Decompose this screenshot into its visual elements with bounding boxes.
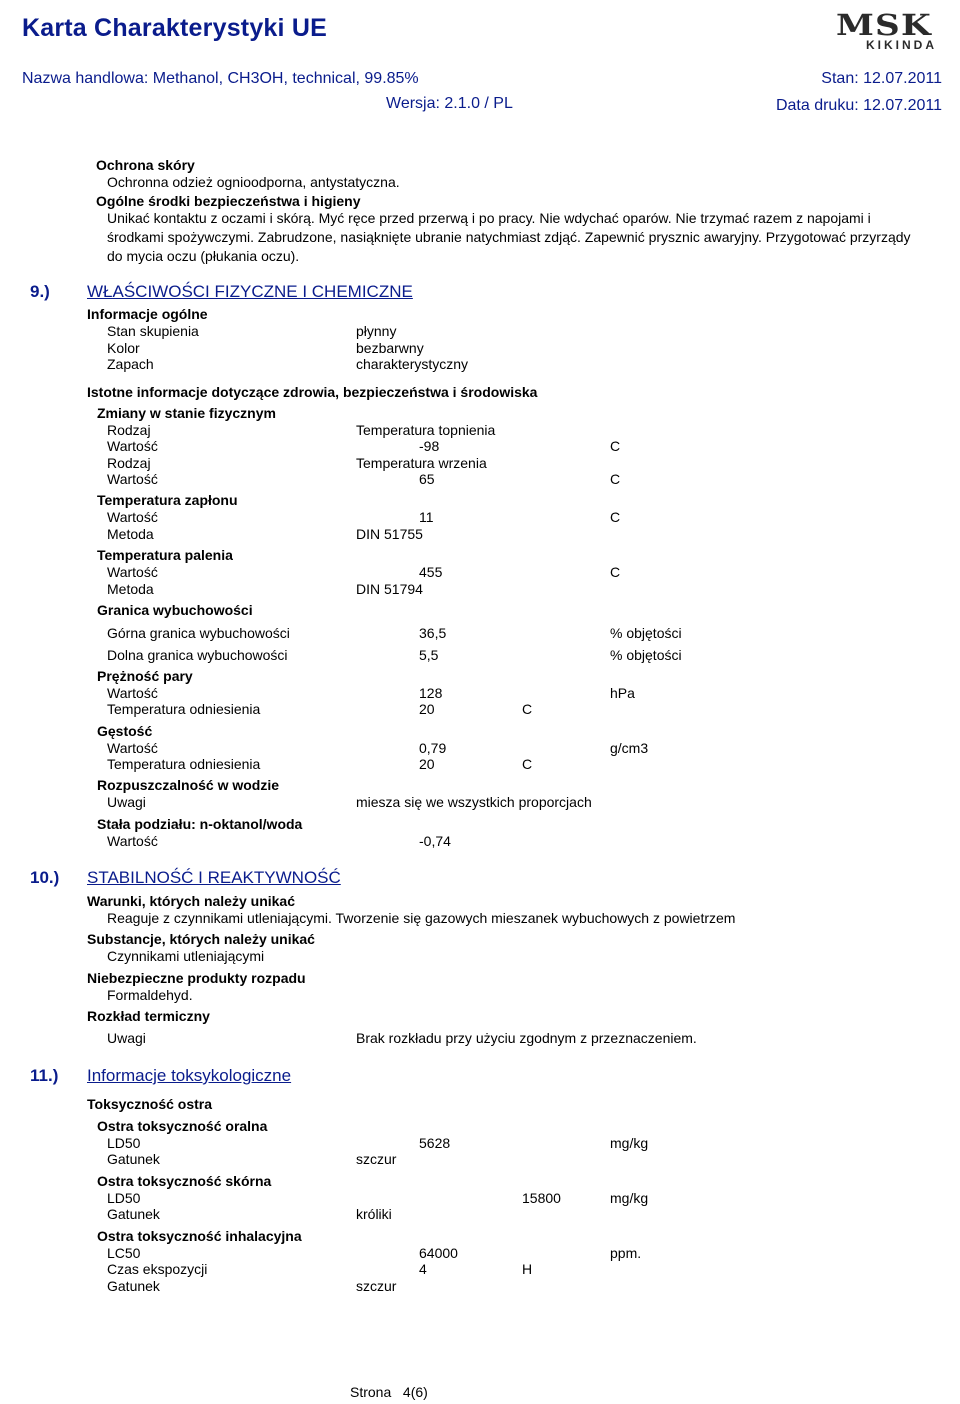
inhalation-toxicity-heading: Ostra toksyczność inhalacyjna xyxy=(97,1228,302,1244)
unit-celsius: C xyxy=(610,509,621,525)
conditions-to-avoid-text: Reaguje z czynnikami utleniającymi. Tworzenie się gazowych mieszanek wybuchowych z powietrzem xyxy=(107,910,736,926)
upper-limit-label: Górna granica wybuchowości xyxy=(107,625,290,641)
species-label: Gatunek xyxy=(107,1151,160,1167)
company-logo xyxy=(836,8,952,54)
skin-text: Ochronna odzież ognioodporna, antystatyczna. xyxy=(107,174,400,190)
thermal-decomposition-heading: Rozkład termiczny xyxy=(87,1008,210,1024)
section-9-number: 9.) xyxy=(30,282,50,301)
flash-point-method: DIN 51755 xyxy=(356,526,423,542)
logo-wordmark: MSK xyxy=(836,8,932,42)
exposure-time-value: 4 xyxy=(419,1261,427,1277)
inhalation-lc50-value: 64000 xyxy=(419,1245,458,1261)
substances-to-avoid-text: Czynnikami utleniającymi xyxy=(107,948,265,964)
decomposition-text: Formaldehyd. xyxy=(107,987,193,1003)
decomposition-heading: Niebezpieczne produkty rozpadu xyxy=(87,970,306,986)
trade-name: Nazwa handlowa: Methanol, CH3OH, technical, 99.85% xyxy=(22,70,419,87)
unit-mg-kg: mg/kg xyxy=(610,1190,649,1206)
species-rat: szczur xyxy=(356,1278,397,1294)
explosion-limit-heading: Granica wybuchowości xyxy=(97,602,253,618)
logo-subtitle: KIKINDA xyxy=(866,38,937,52)
dermal-toxicity-heading: Ostra toksyczność skórna xyxy=(97,1173,272,1189)
remarks-label: Uwagi xyxy=(107,794,146,810)
unit-volume-percent: % objętości xyxy=(610,647,682,663)
thermal-decomposition-text: Brak rozkładu przy użyciu zgodnym z przeznaczeniem. xyxy=(356,1030,697,1046)
page-label: Strona xyxy=(350,1384,392,1400)
method-label: Metoda xyxy=(107,526,154,542)
reference-temp-value: 20 xyxy=(419,701,435,717)
acute-toxicity-heading: Toksyczność ostra xyxy=(87,1096,213,1112)
page-number: 4(6) xyxy=(402,1384,428,1400)
value-label: Wartość xyxy=(107,509,158,525)
print-date: Data druku: 12.07.2011 xyxy=(775,97,942,114)
ld50-label: LD50 xyxy=(107,1135,141,1151)
value-label: Wartość xyxy=(107,564,158,580)
hygiene-line-3: do mycia oczu (płukania oczu). xyxy=(107,248,300,264)
unit-celsius: C xyxy=(610,564,621,580)
skin-heading: Ochrona skóry xyxy=(96,157,195,173)
state-value: płynny xyxy=(356,323,397,339)
value-label: Wartość xyxy=(107,438,158,454)
species-rabbits: króliki xyxy=(356,1206,392,1222)
reference-temp-label: Temperatura odniesienia xyxy=(107,701,261,717)
lc50-label: LC50 xyxy=(107,1245,141,1261)
ignition-heading: Temperatura palenia xyxy=(97,547,233,563)
lower-limit-label: Dolna granica wybuchowości xyxy=(107,647,288,663)
flash-point-heading: Temperatura zapłonu xyxy=(97,492,238,508)
unit-ppm: ppm. xyxy=(610,1245,642,1261)
hygiene-line-1: Unikać kontaktu z oczami i skórą. Myć ręce przed przerwą i po pracy. Nie wdychać oparów. Nie trzymać razem z napojami i xyxy=(107,210,871,226)
solubility-value: miesza się we wszystkich proporcjach xyxy=(356,794,592,810)
melting-value: -98 xyxy=(419,438,440,454)
species-label: Gatunek xyxy=(107,1278,160,1294)
hygiene-line-2: środkami spożywczymi. Zabrudzone, nasiąknięte ubranie natychmiast zdjąć. Zapewnić prysznic awaryjny. Przygotować przyrządy xyxy=(107,229,911,245)
unit-celsius: C xyxy=(610,471,621,487)
partition-coefficient-heading: Stała podziału: n-oktanol/woda xyxy=(97,816,303,832)
value-label: Wartość xyxy=(107,471,158,487)
oral-toxicity-heading: Ostra toksyczność oralna xyxy=(97,1118,268,1134)
boiling-label: Temperatura wrzenia xyxy=(356,455,487,471)
document-header xyxy=(0,0,960,122)
boiling-value: 65 xyxy=(419,471,435,487)
important-info-heading: Istotne informacje dotyczące zdrowia, bezpieczeństwa i środowiska xyxy=(87,384,538,400)
section-9-title: WŁAŚCIWOŚCI FIZYCZNE I CHEMICZNE xyxy=(87,282,413,301)
vapor-pressure-value: 128 xyxy=(419,685,443,701)
value-label: Wartość xyxy=(107,740,158,756)
unit-celsius: C xyxy=(522,701,533,717)
density-unit: g/cm3 xyxy=(610,740,649,756)
odor-label: Zapach xyxy=(107,356,154,372)
section-10-number: 10.) xyxy=(30,868,60,887)
lower-limit-value: 5,5 xyxy=(419,647,439,663)
density-value: 0,79 xyxy=(419,740,447,756)
value-label: Wartość xyxy=(107,833,158,849)
kind-label: Rodzaj xyxy=(107,455,151,471)
flash-point-value: 11 xyxy=(419,509,434,525)
unit-volume-percent: % objętości xyxy=(610,625,682,641)
species-label: Gatunek xyxy=(107,1206,160,1222)
general-info-heading: Informacje ogólne xyxy=(87,306,208,322)
section-11-number: 11.) xyxy=(30,1066,59,1085)
odor-value: charakterystyczny xyxy=(356,356,469,372)
kind-label: Rodzaj xyxy=(107,422,151,438)
dermal-ld50-value: 15800 xyxy=(522,1190,561,1206)
method-label: Metoda xyxy=(107,581,154,597)
partition-coefficient-value: -0,74 xyxy=(419,833,451,849)
substances-to-avoid-heading: Substancje, których należy unikać xyxy=(87,931,315,947)
value-label: Wartość xyxy=(107,685,158,701)
species-rat: szczur xyxy=(356,1151,397,1167)
reference-temp-label: Temperatura odniesienia xyxy=(107,756,261,772)
reference-temp-value: 20 xyxy=(419,756,435,772)
color-label: Kolor xyxy=(107,340,140,356)
exposure-time-label: Czas ekspozycji xyxy=(107,1261,208,1277)
upper-limit-value: 36,5 xyxy=(419,625,447,641)
solubility-heading: Rozpuszczalność w wodzie xyxy=(97,777,280,793)
melting-label: Temperatura topnienia xyxy=(356,422,496,438)
ignition-value: 455 xyxy=(419,564,443,580)
state-label: Stan skupienia xyxy=(107,323,199,339)
oral-ld50-value: 5628 xyxy=(419,1135,451,1151)
section-10-title: STABILNOŚĆ I REAKTYWNOŚĆ xyxy=(87,868,341,887)
vapor-pressure-heading: Prężność pary xyxy=(97,668,193,684)
status-date: Stan: 12.07.2011 xyxy=(821,70,942,87)
density-heading: Gęstość xyxy=(97,723,153,739)
ld50-label: LD50 xyxy=(107,1190,141,1206)
phase-change-heading: Zmiany w stanie fizycznym xyxy=(97,405,276,421)
version: Wersja: 2.1.0 / PL xyxy=(386,95,513,112)
vapor-pressure-unit: hPa xyxy=(610,685,635,701)
remarks-label: Uwagi xyxy=(107,1030,146,1046)
color-value: bezbarwny xyxy=(356,340,424,356)
unit-mg-kg: mg/kg xyxy=(610,1135,649,1151)
unit-celsius: C xyxy=(522,756,533,772)
page-footer xyxy=(350,1384,428,1400)
hygiene-heading: Ogólne środki bezpieczeństwa i higieny xyxy=(96,193,361,209)
unit-celsius: C xyxy=(610,438,621,454)
exposure-time-unit: H xyxy=(522,1261,533,1277)
ignition-method: DIN 51794 xyxy=(356,581,423,597)
section-11-title: Informacje toksykologiczne xyxy=(87,1066,292,1085)
conditions-to-avoid-heading: Warunki, których należy unikać xyxy=(87,893,295,909)
document-title: Karta Charakterystyki UE xyxy=(22,14,327,42)
